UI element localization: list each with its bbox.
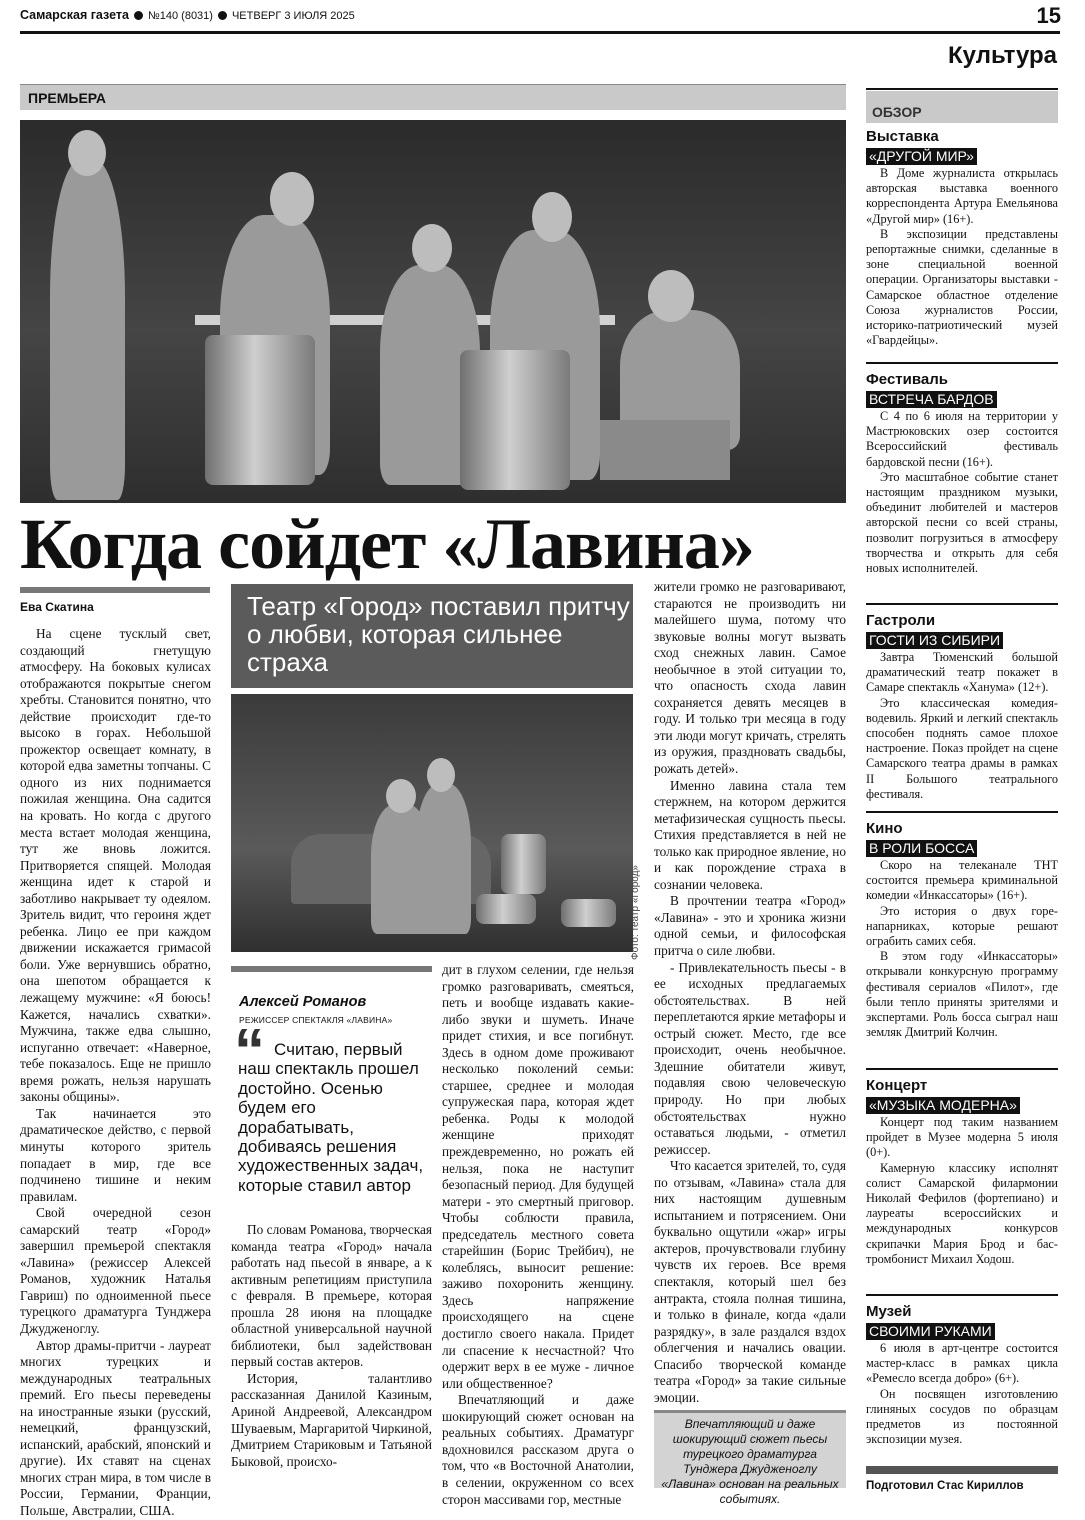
metal-can [501, 834, 546, 894]
item-category: Кино [866, 820, 903, 837]
item-text: С 4 по 6 июля на территории у Мастрюковских озер состоится Всероссийский фестиваль бардовской песни (16+). [866, 409, 1058, 469]
actor-head [270, 172, 314, 226]
actor-head [427, 758, 455, 792]
quote-author: Алексей Романов [239, 994, 367, 1010]
headline: Когда сойдет «Лавина» [20, 504, 754, 584]
item-text: Это масштабное событие станет настоящим праздником музыки, объединит любителей и мастеров авторской песни со всей страны, позволит погрузиться в атмосферу творчества и открыть для себя новых исполнителей. [866, 469, 1058, 576]
second-photo [231, 694, 633, 952]
issue-number: №140 (8031) [147, 10, 213, 22]
rubric-label: ПРЕМЬЕРА [28, 90, 107, 106]
main-photo [20, 120, 846, 503]
quote-rule [231, 966, 432, 972]
article-column-2 [231, 1222, 432, 1470]
item-tag: ВСТРЕЧА БАРДОВ [866, 391, 997, 408]
sidebar-item-festival [866, 371, 1058, 576]
bullet-icon [134, 11, 143, 20]
sidebar-title: ОБЗОР [872, 104, 922, 120]
sidebar-item-cinema [866, 820, 1058, 1040]
item-text: Это история о двух горе-напарниках, которые решают ограбить самих себя. [866, 903, 1058, 949]
paragraph: - Привлекательность пьесы - в ее исходных предлагаемых обстоятельствах. В ней переплетаются яркие метафоры и острый сюжет. Место, где все происходит, очень необычное. Здешние обитатели живут, подавляя свою человеческую природу. Но при любых обстоятельствах нужно оставаться людьми, - отметил режиссер. [654, 959, 846, 1157]
sidebar-rule [866, 88, 1058, 90]
article-column-1 [20, 626, 211, 1520]
bullet-icon [218, 11, 227, 20]
article-column-4 [654, 579, 846, 1406]
paragraph: В прочтении театра «Город» «Лавина» - это и хроника жизни одной семьи, и философская притча о силе любви. [654, 893, 846, 959]
issue-date: ЧЕТВЕРГ 3 ИЮЛЯ 2025 [231, 10, 355, 22]
metal-pot [561, 899, 616, 927]
actor-head [648, 270, 694, 322]
item-text: В Доме журналиста открылась авторская выставка военного корреспондента Артура Емельянова «Другой мир» (16+). [866, 166, 1058, 226]
masthead [20, 8, 1060, 30]
quote-role: РЕЖИССЕР СПЕКТАКЛЯ «ЛАВИНА» [239, 1015, 393, 1025]
quote-text: Считаю, первый наш спектакль прошел достойно. Осенью будем его дорабатывать, добиваясь решения художественных задач, которые ставил автор [238, 1040, 424, 1195]
sidebar-separator [866, 1068, 1058, 1070]
header-rule [20, 31, 1060, 34]
subhead: Театр «Город» поставил притчу о любви, которая сильнее страха [247, 591, 630, 677]
paragraph: Так начинается это драматическое действо, с первой минуты которого зритель попадает в мир, где все подчинено тишине и неким правилам. [20, 1105, 211, 1204]
paragraph: Автор драмы-притчи - лауреат многих турецких и международных театральных премий. Его пьесы переведены на иностранные языки (русский, немецкий, французский, испанский, арабский, японский и другие). Их ставят на сценах многих стран мира, в том числе в России, Германии, Франции, Польше, Австралии, США. [20, 1337, 211, 1518]
callout-text: Впечатляющий и даже шокирующий сюжет пьесы турецкого драматурга Тунджера Джудженоглу «Лавина» основан на реальных событиях. [661, 1417, 839, 1506]
item-category: Концерт [866, 1077, 928, 1094]
item-text: Он посвящен изготовлению глиняных сосудов по образцам предметов из постоянной экспозиции музея. [866, 1386, 1058, 1447]
sidebar-item-tour [866, 612, 1058, 802]
paragraph: История, талантливо рассказанная Данилой Казиным, Ариной Андреевой, Александром Шуваевым, Маргаритой Чиркиной, Дмитрием Стариковым и Татьяной Быковой, происхо- [231, 1370, 432, 1469]
item-text: Камерную классику исполнят солист Самарской филармонии Николай Фефилов (фортепиано) и лауреаты всероссийских и международных конкурсов скрипачки Мария Брод и бас-тромбонист Михаил Ходош. [866, 1160, 1058, 1266]
actor-head [68, 130, 106, 176]
item-text: В экспозиции представлены репортажные снимки, сделанные в зоне специальной военной операции. Организаторы выставки - Самарское областное отделение Союза журналистов России, историко-патриотический музей «Гвардейцы». [866, 226, 1058, 348]
item-tag: СВОИМИ РУКАМИ [866, 1323, 995, 1340]
paragraph: дит в глухом селении, где нельзя громко разговаривать, смеяться, петь и вообще издавать какие-либо звуки и шуметь. Иначе придет стихия, и все погибнут. Здесь в одном доме проживают несколько поколений семьи: старшее, среднее и молодая супружеская пара, которая ждет ребенка. Роды к молодой женщине приходят преждевременно, но рожать ей нельзя, пока не наступит безопасный период. Для будущей матери - это смертный приговор. Чтобы соблюсти правила, председатель местного совета старейшин (Борис Трейбич), не колеблясь, выносит решение: заживо похоронить женщину. Здесь напряжение происходящего на сцене достигло своего накала. Придет ли спасение к несчастной? Что одержит верх в ее муже - личное или общественное? [442, 962, 634, 1391]
sidebar-header [866, 91, 1058, 123]
sidebar-separator [866, 811, 1058, 813]
item-category: Выставка [866, 128, 939, 145]
section-title: Культура [948, 42, 1057, 69]
paragraph: На сцене тусклый свет, создающий гнетущую атмосферу. На боковых кулисах отображаются покрытые снегом хребты. Становится понятно, что действие происходит где-то высоко в горах. Небольшой прожектор освещает комнату, в которой едва заметны топчаны. С одного из них поднимается пожилая женщина. Она садится на кровать. Но когда с другого места встает молодая женщина, тут же вновь ложится. Притворяется спящей. Молодая женщина идет к старой и заботливо накрывает ту одеялом. Зритель видит, что героиня ждет ребенка. Лицо ее при каждом движении искажается гримасой боли. Уже вернувшись обратно, она шепотом обращается к лежащему мужчине: «Я боюсь! Кажется, начались схватки». Мужчина, также едва слышно, испуганно отвечает: «Наверное, тебе показалось. Еще не пришло время рожать, нельзя нарушать законы общины». [20, 626, 211, 1105]
actor-head [532, 192, 572, 242]
paragraph: жители громко не разговаривают, стараются не производить ни малейшего шума, потому что звуковые волны могут вызвать сход снежных лавин. Самое необычное в этой ситуации то, что опасность схода лавин сохраняется девять месяцев в году. И только три месяца в году эти люди могут кричать, стрелять из оружия, праздновать свадьбы, рожать детей». [654, 579, 846, 777]
sidebar-credit: Подготовил Стас Кириллов [866, 1480, 1024, 1492]
item-tag: ГОСТИ ИЗ СИБИРИ [866, 632, 1003, 649]
item-text: Завтра Тюменский большой драматический театр покажет в Самаре спектакль «Ханума» (12+). [866, 650, 1058, 695]
sidebar-separator [866, 603, 1058, 605]
item-text: В этом году «Инкассаторы» открывали конкурсную программу фестиваля сериалов «Пилот», где были тепло приняты зрителями и экспертами. Роль босса сыграл наш земляк Дмитрий Колчин. [866, 949, 1058, 1040]
actor-head [386, 779, 416, 813]
item-category: Музей [866, 1303, 912, 1320]
item-text: Это классическая комедия-водевиль. Яркий и легкий спектакль способен поднять самое плохое настроение. Показ пройдет на сцене Самарского театра драмы в рамках II Большого театрального фестиваля. [866, 695, 1058, 801]
sidebar-separator [866, 362, 1058, 364]
item-text: Скоро на телеканале ТНТ состоится премьера криминальной комедии «Инкассаторы» (16+). [866, 858, 1058, 903]
callout-box [654, 1410, 846, 1506]
photo-credit: Фото: театр «Город» [630, 865, 641, 960]
stage-bench [600, 420, 730, 480]
rubric-bar [20, 84, 846, 110]
newspaper-name: Самарская газета [20, 8, 129, 22]
item-category: Гастроли [866, 612, 936, 629]
sidebar-item-exhibition [866, 128, 1058, 348]
byline: Ева Скатина [20, 600, 94, 614]
subhead-box [231, 584, 633, 688]
item-tag: «ДРУГОЙ МИР» [866, 148, 977, 165]
actor-figure [50, 160, 125, 500]
actor-head [412, 224, 452, 272]
metal-pot [476, 894, 536, 924]
item-text: 6 июля в арт-центре состоится мастер-класс в рамках цикла «Ремесло всегда добро» (6+). [866, 1341, 1058, 1386]
actor-figure [416, 784, 471, 934]
quote-mark-icon: “ [234, 1017, 265, 1086]
metal-can [460, 350, 570, 490]
sidebar-item-museum [866, 1303, 1058, 1447]
page-number: 15 [1036, 3, 1061, 28]
paragraph: Впечатляющий и даже шокирующий сюжет основан на реальных событиях. Драматург вдохновился рассказом друга о том, что «в Восточной Анатолии, в селении, окруженном со всех сторон массивами гор, местные [442, 1392, 634, 1507]
item-text: Концерт под таким названием пройдет в Музее модерна 5 июля (0+). [866, 1115, 1058, 1160]
sidebar-item-concert [866, 1077, 1058, 1267]
metal-can [205, 335, 315, 485]
item-tag: «МУЗЫКА МОДЕРНА» [866, 1097, 1020, 1114]
sidebar-separator [866, 1294, 1058, 1296]
author-rule [20, 587, 210, 593]
paragraph: Что касается зрителей, то, судя по отзывам, «Лавина» стала для них настоящим душевным испытанием и потрясением. Они буквально ощутили «жар» игры актеров, прочувствовали глубину чувств их героев. Все время спектакля, который шел без антракта, стояла полная тишина, и только в финале, когда «дали разрядку», в зале раздался вздох облегчения и начались овации. Спасибо творческой команде театра «Город» за такие сильные эмоции. [654, 1158, 846, 1405]
paragraph: По словам Романова, творческая команда театра «Город» начала работать над пьесой в январе, а к активным репетициям приступила с февраля. В премьере, которая прошла 28 июня на площадке областной универсальной научной библиотеки, был задействован первый состав актеров. [231, 1222, 432, 1370]
paragraph: Свой очередной сезон самарский театр «Город» завершил премьерой спектакля «Лавина» (режиссер Алексей Романов, художник Наталья Гавриш) по одноименной пьесе турецкого драматурга Тунджера Джудженоглу. [20, 1205, 211, 1336]
paragraph: Именно лавина стала тем стержнем, на котором держится метафизическая сущность пьесы. Стихия представляется в ней не только как природное явление, но и как порождение страха в сознании человека. [654, 777, 846, 892]
credit-bar [866, 1466, 1058, 1474]
item-category: Фестиваль [866, 371, 948, 388]
item-tag: В РОЛИ БОССА [866, 840, 977, 857]
article-column-3 [442, 962, 634, 1508]
